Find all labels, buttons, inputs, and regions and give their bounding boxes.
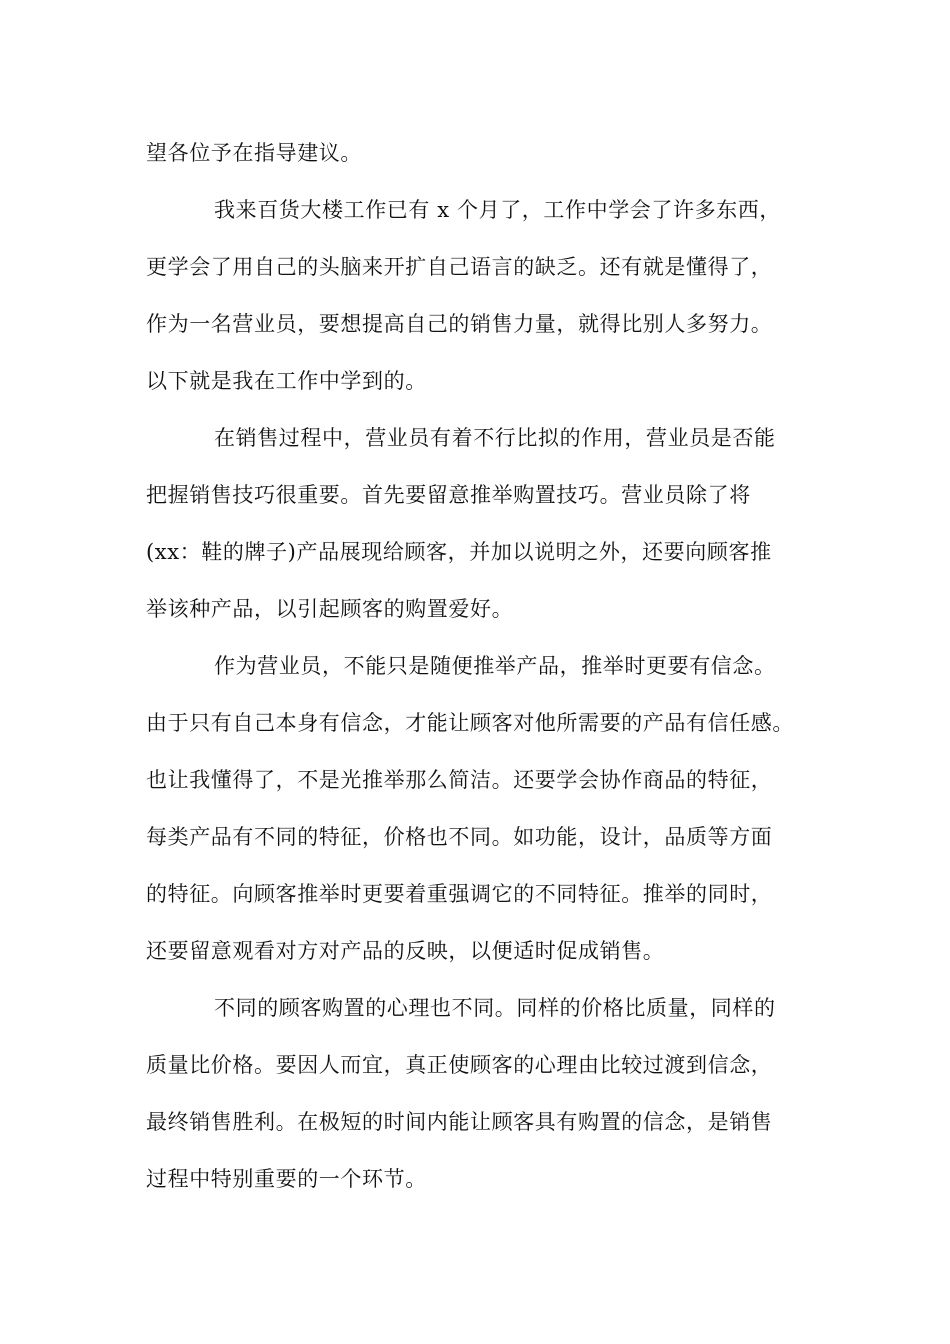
text-line: 把握销售技巧很重要。首先要留意推举购置技巧。营业员除了将 xyxy=(146,483,751,507)
text-line: 还要留意观看对方对产品的反映，以便适时促成销售。 xyxy=(146,939,665,963)
text-line: 举该种产品，以引起顾客的购置爱好。 xyxy=(146,597,514,621)
text-line: 我来百货大楼工作已有 x 个月了，工作中学会了许多东西， xyxy=(214,198,781,222)
text-line: 更学会了用自己的头脑来开扩自己语言的缺乏。还有就是懂得了， xyxy=(146,255,773,279)
text-line: 以下就是我在工作中学到的。 xyxy=(146,369,427,393)
text-line: 作为营业员，不能只是随便推举产品，推举时更要有信念。 xyxy=(214,654,776,678)
text-line: (xx：鞋的牌子)产品展现给顾客，并加以说明之外，还要向顾客推 xyxy=(146,540,772,564)
text-line: 由于只有自己本身有信念，才能让顾客对他所需要的产品有信任感。 xyxy=(146,711,794,735)
text-line: 过程中特别重要的一个环节。 xyxy=(146,1167,427,1191)
text-line: 在销售过程中，营业员有着不行比拟的作用，营业员是否能 xyxy=(214,426,776,450)
text-line: 不同的顾客购置的心理也不同。同样的价格比质量，同样的 xyxy=(214,996,776,1020)
text-line: 的特征。向顾客推举时更要着重强调它的不同特征。推举的同时， xyxy=(146,882,773,906)
text-line: 质量比价格。要因人而宜，真正使顾客的心理由比较过渡到信念， xyxy=(146,1053,773,1077)
text-line: 作为一名营业员，要想提高自己的销售力量，就得比别人多努力。 xyxy=(146,312,773,336)
text-line: 每类产品有不同的特征，价格也不同。如功能，设计，品质等方面 xyxy=(146,825,773,849)
text-line: 望各位予在指导建议。 xyxy=(146,141,362,165)
text-line: 最终销售胜利。在极短的时间内能让顾客具有购置的信念，是销售 xyxy=(146,1110,773,1134)
text-line: 也让我懂得了，不是光推举那么简洁。还要学会协作商品的特征， xyxy=(146,768,773,792)
